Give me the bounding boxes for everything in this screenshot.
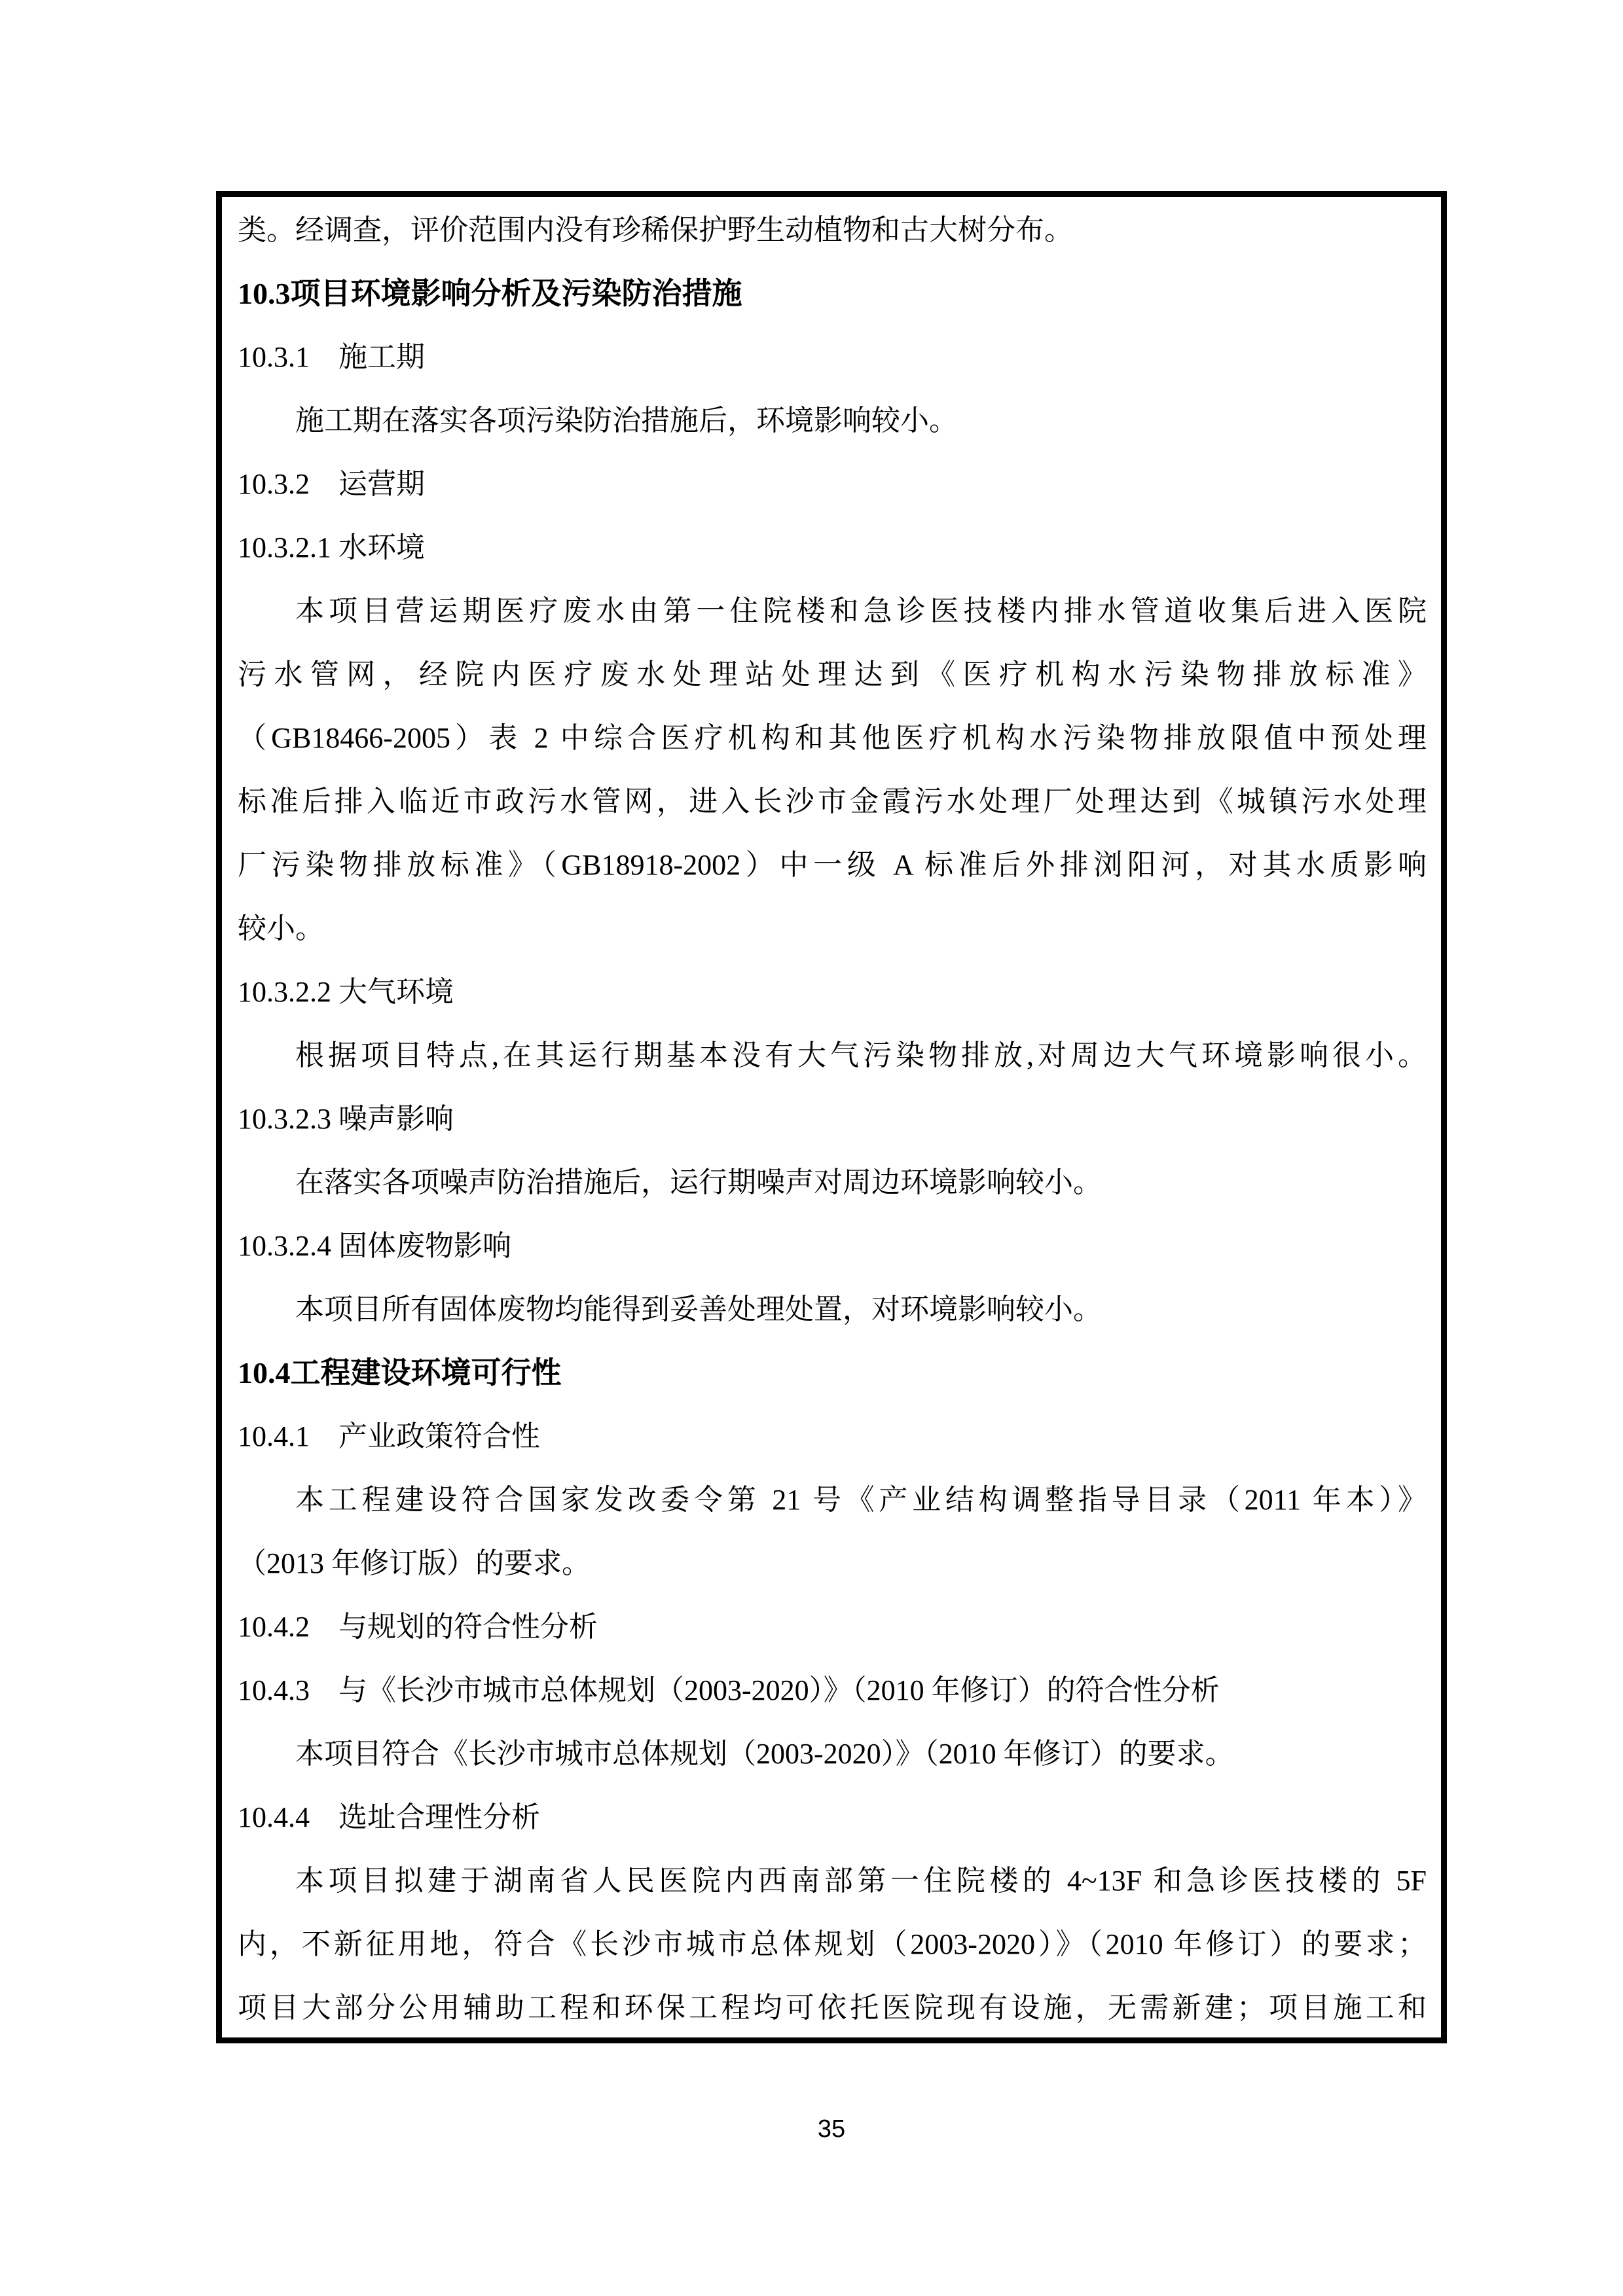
text-line: 标准后排入临近市政污水管网，进入长沙市金霞污水处理厂处理达到《城镇污水处理	[238, 785, 1427, 817]
text-line: 类。经调查，评价范围内没有珍稀保护野生动植物和古大树分布。	[238, 214, 1073, 246]
text-line: 10.3.2.2 大气环境	[238, 976, 454, 1008]
text-line: 本项目符合《长沙市城市总体规划（2003-2020）》（2010 年修订）的要求。	[295, 1738, 1234, 1770]
paragraph	[238, 389, 1427, 452]
paragraph	[238, 1722, 1427, 1785]
section-heading	[238, 1405, 1427, 1468]
text-line: 本项目所有固体废物均能得到妥善处理处置，对环境影响较小。	[295, 1293, 1102, 1325]
section-heading	[238, 1341, 1427, 1405]
text-line: 10.3.2.3 噪声影响	[238, 1103, 454, 1135]
text-line: 10.3.2.4 固体废物影响	[238, 1230, 511, 1262]
text-line: 污水管网，经院内医疗废水处理站处理达到《医疗机构水污染物排放标准》	[238, 658, 1427, 691]
text-line: 10.4.3 与《长沙市城市总体规划（2003-2020）》（2010 年修订）的符合性分析	[238, 1674, 1220, 1706]
text-line: 本项目营运期医疗废水由第一住院楼和急诊医技楼内排水管道收集后进入医院	[295, 595, 1427, 627]
section-heading	[238, 1595, 1427, 1659]
text-line: 10.3.1 施工期	[238, 341, 425, 373]
section-heading	[238, 516, 1427, 579]
text-line: 在落实各项噪声防治措施后，运行期噪声对周边环境影响较小。	[295, 1166, 1102, 1198]
paragraph	[238, 1278, 1427, 1341]
report-text-box	[216, 191, 1447, 2043]
paragraph	[238, 1849, 1427, 2039]
text-line: 厂污染物排放标准》（GB18918-2002）中一级 A 标准后外排浏阳河，对其水质影响	[238, 849, 1427, 881]
section-heading	[238, 262, 1427, 325]
paragraph	[238, 1468, 1427, 1595]
text-line: （2013 年修订版）的要求。	[238, 1547, 591, 1579]
section-heading	[238, 960, 1427, 1024]
paragraph	[238, 198, 1427, 262]
paragraph	[238, 1151, 1427, 1214]
text-line: 10.4.4 选址合理性分析	[238, 1801, 540, 1833]
section-heading	[238, 325, 1427, 389]
section-heading	[238, 1087, 1427, 1151]
text-line: 10.4.1 产业政策符合性	[238, 1420, 540, 1452]
paragraph	[238, 1024, 1427, 1087]
section-heading	[238, 1214, 1427, 1278]
text-line: 施工期在落实各项污染防治措施后，环境影响较小。	[295, 404, 958, 437]
text-line: （GB18466-2005）表 2 中综合医疗机构和其他医疗机构水污染物排放限值中预处理	[238, 722, 1427, 754]
text-line: 10.3.2 运营期	[238, 468, 425, 500]
section-heading	[238, 1785, 1427, 1849]
text-line: 10.4工程建设环境可行性	[238, 1356, 562, 1390]
text-line: 10.3.2.1 水环境	[238, 531, 425, 564]
paragraph	[238, 579, 1427, 960]
text-line: 项目大部分公用辅助工程和环保工程均可依托医院现有设施，无需新建；项目施工和	[238, 1992, 1427, 2024]
text-line: 根据项目特点,在其运行期基本没有大气污染物排放,对周边大气环境影响很小。	[295, 1039, 1427, 1071]
text-line: 10.3项目环境影响分析及污染防治措施	[238, 277, 742, 310]
text-line: 本工程建设符合国家发改委令第 21 号《产业结构调整指导目录（2011 年本）》	[295, 1484, 1427, 1516]
section-heading	[238, 452, 1427, 516]
text-line: 内，不新征用地，符合《长沙市城市总体规划（2003-2020）》（2010 年修订）的要求；	[238, 1928, 1427, 1960]
page-number: 35	[817, 2115, 846, 2143]
text-line: 本项目拟建于湖南省人民医院内西南部第一住院楼的 4~13F 和急诊医技楼的 5F	[295, 1865, 1427, 1897]
section-heading	[238, 1659, 1427, 1722]
text-line: 较小。	[238, 912, 324, 944]
text-line: 10.4.2 与规划的符合性分析	[238, 1611, 598, 1643]
